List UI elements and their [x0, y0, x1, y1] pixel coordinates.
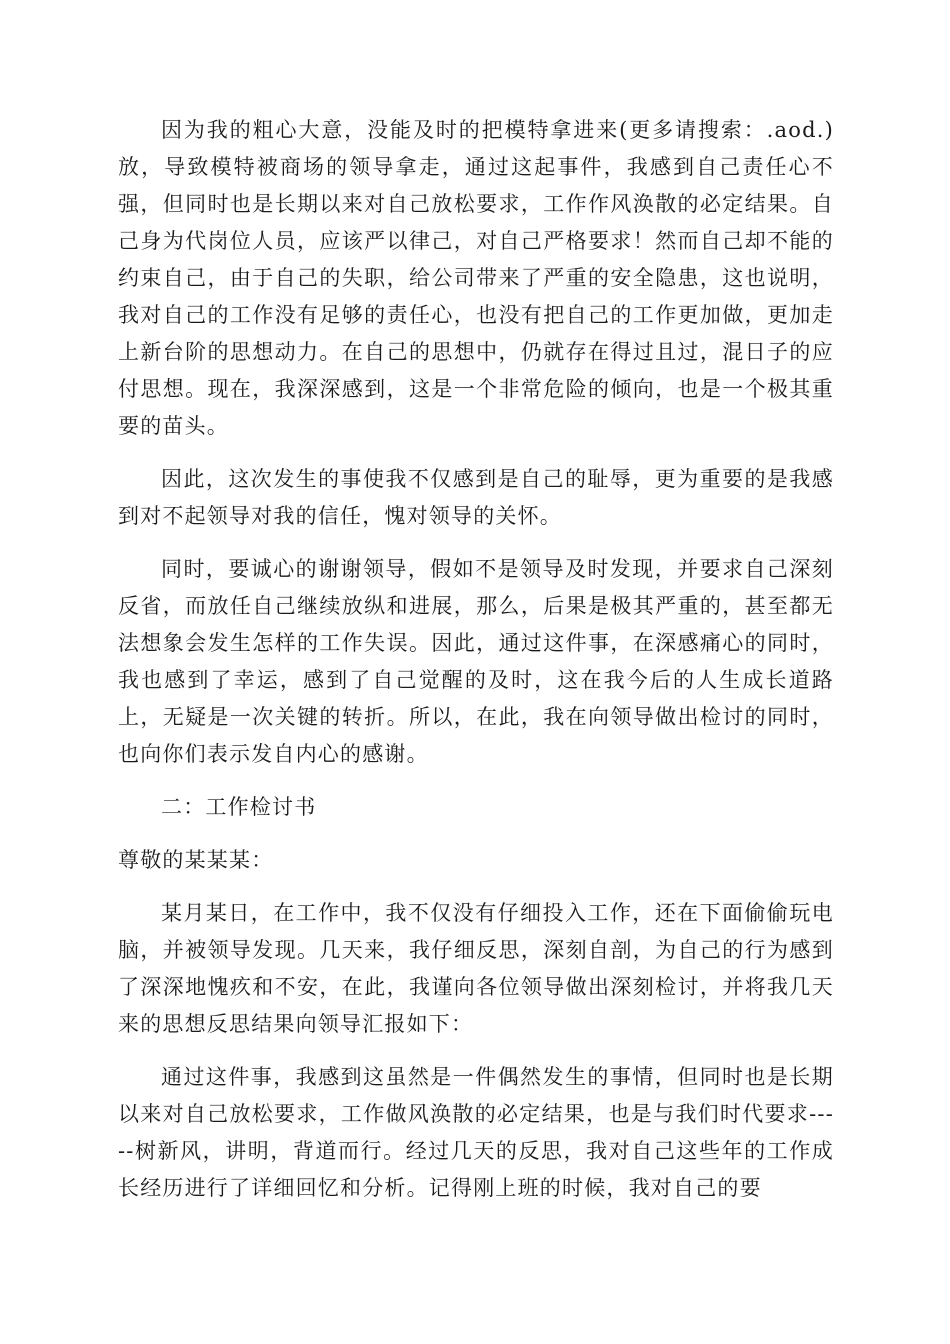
- paragraph-4: 某月某日，在工作中，我不仅没有仔细投入工作，还在下面偷偷玩电脑，并被领导发现。几天来，我仔细反思，深刻自剖，为自己的行为感到了深深地愧疚和不安，在此，我谨向各位领导做出深刻检讨，并将我几天来的思想反思结果向领导汇报如下：: [118, 901, 834, 1036]
- paragraph-1: 因为我的粗心大意，没能及时的把模特拿进来(更多请搜索：.aod.)放，导致模特被商场的领导拿走，通过这起事件，我感到自己责任心不强，但同时也是长期以来对自己放松要求，工作作风涣散的必定结果。自己身为代岗位人员，应该严以律己，对自己严格要求！然而自己却不能的约束自己，由于自己的失职，给公司带来了严重的安全隐患，这也说明，我对自己的工作没有足够的责任心，也没有把自己的工作更加做，更加走上新台阶的思想动力。在自己的思想中，仍就存在得过且过，混日子的应付思想。现在，我深深感到，这是一个非常危险的倾向，也是一个极其重要的苗头。: [118, 118, 834, 438]
- paragraph-3: 同时，要诚心的谢谢领导，假如不是领导及时发现，并要求自己深刻反省，而放任自己继续放纵和进展，那么，后果是极其严重的，甚至都无法想象会发生怎样的工作失误。因此，通过这件事，在深感痛心的同时，我也感到了幸运，感到了自己觉醒的及时，这在我今后的人生成长道路上，无疑是一次关键的转折。所以，在此，我在向领导做出检讨的同时，也向你们表示发自内心的感谢。: [118, 557, 834, 766]
- document-page: [118, 112, 834, 1223]
- section-heading: 二：工作检讨书: [161, 795, 317, 819]
- paragraph-2: 因此，这次发生的事使我不仅感到是自己的耻辱，更为重要的是我感到对不起领导对我的信任，愧对领导的关怀。: [118, 467, 834, 528]
- salutation: 尊敬的某某某：: [118, 848, 274, 872]
- paragraph-5: 通过这件事，我感到这虽然是一件偶然发生的事情，但同时也是长期以来对自己放松要求，工作做风涣散的必定结果，也是与我们时代要求-----树新风，讲明，背道而行。经过几天的反思，我对自己这些年的工作成长经历进行了详细回忆和分析。记得刚上班的时候，我对自己的要: [118, 1065, 834, 1200]
